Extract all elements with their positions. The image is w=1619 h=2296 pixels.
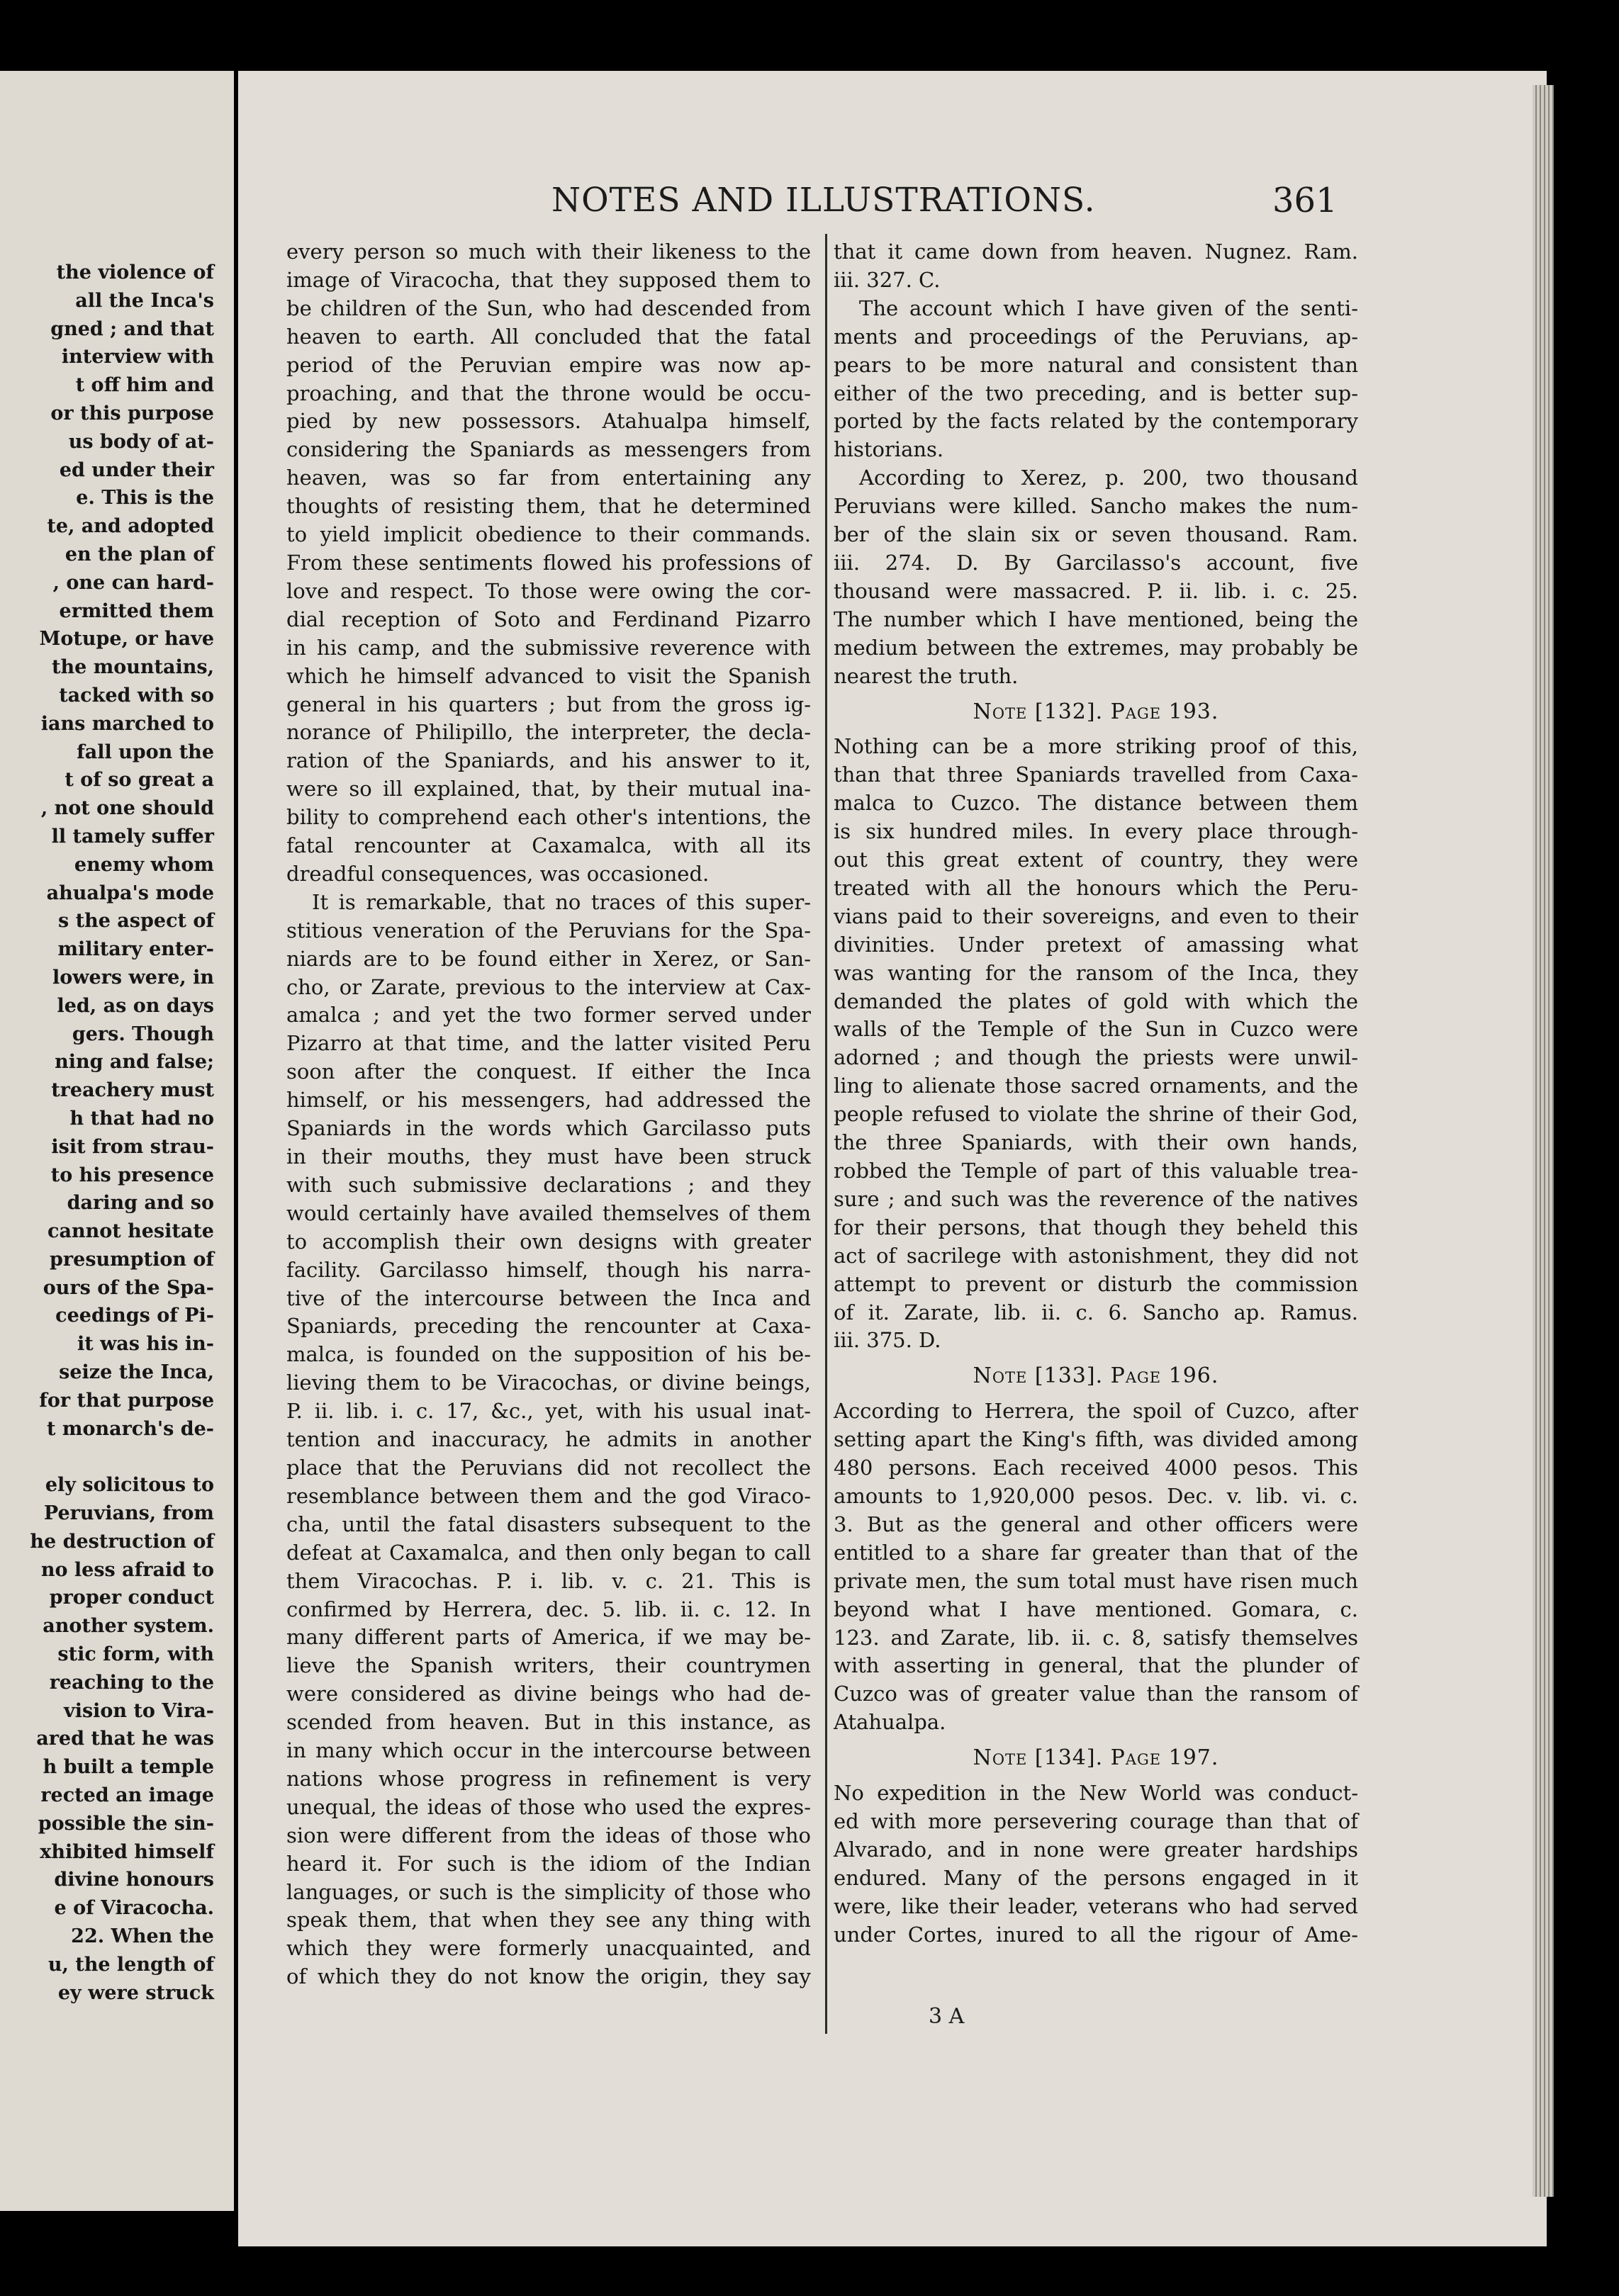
note-heading: Note [134]. Page 197. [973,1745,1219,1771]
text-line: heaven to earth. All concluded that the fatal [286,324,811,349]
text-line: of which they do not know the origin, they say [286,1964,811,1989]
facing-page-line: t off him and [75,374,214,397]
facing-page-line: xhibited himself [40,1840,214,1863]
text-line: Cuzco was of greater value than the ransom of [834,1682,1358,1706]
facing-page-line: he destruction of [30,1530,214,1553]
text-line: facility. Garcilasso himself, though his narra- [286,1257,811,1282]
text-line: adorned ; and though the priests were unwil- [834,1045,1358,1070]
text-line: P. ii. lib. i. c. 17, &c., yet, with his usual inat- [286,1399,811,1424]
text-line: general in his quarters ; but from the gross ig- [286,692,811,716]
text-line: cho, or Zarate, previous to the interview at Cax- [286,974,811,999]
text-line: Pizarro at that time, and the latter visited Peru [286,1031,811,1056]
facing-page-line: ey were struck [57,1981,214,2004]
text-line: robbed the Temple of part of this valuable trea- [834,1159,1358,1183]
facing-page-line: h that had no [69,1107,214,1130]
text-line: norance of Philipillo, the interpreter, the decla- [286,720,811,745]
text-line: pied by new possessors. Atahualpa himself, [286,409,811,434]
text-line: Atahualpa. [834,1710,946,1735]
text-line: fatal rencounter at Caxamalca, with all its [286,833,811,858]
text-line: to accomplish their own designs with greater [286,1229,811,1254]
text-line: under Cortes, inured to all the rigour of Ame- [834,1922,1358,1947]
text-line: ported by the facts related by the contemporary [834,409,1358,434]
facing-page-line: , one can hard- [52,571,214,594]
text-line: considering the Spaniards as messengers from [286,437,811,462]
facing-page-line: for that purpose [39,1389,214,1412]
text-line: From these sentiments flowed his professions of [286,550,811,575]
facing-page-line: possible the sin- [38,1812,214,1835]
text-line: the three Spaniards, with their own hands, [834,1130,1358,1155]
text-line: were, like their leader, veterans who had served [834,1893,1358,1918]
facing-page-line: Motupe, or have [39,628,214,651]
column-divider [825,234,827,2034]
text-line: beyond what I have mentioned. Gomara, c. [834,1597,1358,1621]
facing-page-line: interview with [61,346,214,368]
facing-page-line: ermitted them [59,600,214,622]
facing-page-line: gers. Though [72,1023,214,1045]
text-line: nations whose progress in refinement is very [286,1766,811,1791]
text-line: ration of the Spaniards, and his answer to it, [286,748,811,773]
facing-page-line: ceedings of Pi- [55,1305,214,1327]
facing-page-line: enemy whom [74,853,214,876]
text-line: is six hundred miles. In every place through- [834,819,1358,844]
text-line: The number which I have mentioned, being the [834,607,1358,631]
text-line: 3. But as the general and other officers were [834,1512,1358,1536]
facing-page-line: e. This is the [76,487,214,510]
text-line: ber of the slain six or seven thousand. Ram. [834,522,1358,547]
text-line: was wanting for the ransom of the Inca, they [834,960,1358,985]
text-line: heaven, was so far from entertaining any [286,466,811,490]
text-line: out this great extent of country, they were [834,848,1358,872]
text-line: divinities. Under pretext of amassing what [834,932,1358,957]
text-line: resemblance between them and the god Viraco- [286,1483,811,1508]
facing-page-line: the mountains, [52,656,214,679]
facing-page-line: ely solicitous to [45,1474,214,1497]
text-line: iii. 375. D. [834,1328,941,1353]
facing-page-line: t of so great a [65,769,214,792]
text-line: than that three Spaniards travelled from Caxa- [834,762,1358,787]
text-line: The account which I have given of the senti- [859,296,1358,320]
facing-page-line: lowers were, in [52,966,214,989]
facing-page-line: fall upon the [77,741,214,763]
facing-page-line: , not one should [40,797,214,820]
facing-page-line [0,1443,234,1471]
facing-page-line: ians marched to [40,712,214,735]
text-line: sion were different from the ideas of those who [286,1823,811,1847]
text-line: proaching, and that the throne would be occu- [286,381,811,405]
text-line: himself, or his messengers, had addressed the [286,1088,811,1113]
text-line: sure ; and such was the reverence of the natives [834,1186,1358,1211]
text-line: with asserting in general, that the plunder of [834,1653,1358,1678]
note-heading: Note [132]. Page 193. [973,699,1219,724]
facing-page-line: seize the Inca, [59,1361,214,1384]
text-line: for their persons, that though they beheld this [834,1215,1358,1239]
text-line: scended from heaven. But in this instance, as [286,1710,811,1735]
facing-page-line: us body of at- [68,430,214,453]
facing-page-line: ning and false; [55,1051,214,1074]
facing-page-line: ahualpa's mode [46,882,214,904]
text-line: in his camp, and the submissive reverence with [286,635,811,660]
text-line: act of sacrilege with astonishment, they did not [834,1243,1358,1268]
facing-page-line: isit from strau- [51,1135,214,1158]
text-line: were considered as divine beings who had de- [286,1682,811,1706]
text-line: would certainly have availed themselves of them [286,1200,811,1225]
text-line: of it. Zarate, lib. ii. c. 6. Sancho ap. Ramus. [834,1300,1358,1324]
text-line: tention and inaccuracy, he admits in another [286,1427,811,1452]
column-left [286,238,811,1991]
text-line: stitious veneration of the Peruvians for the Spa- [286,918,811,942]
facing-page-line: military enter- [57,938,214,961]
text-line: vians paid to their sovereigns, and even to their [834,904,1358,928]
text-line: speak them, that when they see any thing with [286,1908,811,1932]
facing-page-line: ared that he was [36,1728,214,1750]
facing-page-line: to his presence [50,1164,214,1186]
text-line: treated with all the honours which the Peru- [834,875,1358,900]
facing-page-line: vision to Vira- [64,1699,214,1722]
text-line: Peruvians were killed. Sancho makes the num- [834,494,1358,519]
text-line: languages, or such is the simplicity of those who [286,1879,811,1904]
facing-page-line: divine honours [54,1869,214,1891]
text-line: cha, until the fatal disasters subsequent to the [286,1512,811,1536]
text-line: amounts to 1,920,000 pesos. Dec. v. lib. vi. c. [834,1483,1358,1508]
facing-page-text [0,259,234,2007]
text-line: many different parts of America, if we may be- [286,1625,811,1650]
text-line: niards are to be found either in Xerez, or San- [286,946,811,971]
page-edges [1533,85,1554,2197]
facing-page-line: te, and adopted [47,515,214,538]
facing-page-line: proper conduct [49,1587,214,1609]
facing-page-line: t monarch's de- [47,1417,214,1440]
text-line: nearest the truth. [834,663,1019,688]
text-line: love and respect. To those were owing the cor- [286,578,811,603]
text-line: 480 persons. Each received 4000 pesos. This [834,1456,1358,1480]
facing-page-line: en the plan of [65,543,214,565]
facing-page-line: gned ; and that [50,317,214,340]
signature-mark: 3 A [929,2004,965,2029]
running-title: NOTES AND ILLUSTRATIONS. [551,181,1096,220]
text-line: ling to alienate those sacred ornaments, and the [834,1074,1358,1098]
text-line: unequal, the ideas of those who used the expres- [286,1794,811,1819]
text-line: endured. Many of the persons engaged in it [834,1865,1358,1890]
text-line: in their mouths, they must have been struck [286,1144,811,1169]
text-line: place that the Peruvians did not recollect the [286,1455,811,1480]
text-line: medium between the extremes, may probably be [834,635,1358,660]
facing-page-line: treachery must [51,1079,214,1102]
text-line: were so ill explained, that, by their mutual ina- [286,777,811,801]
text-line: thousand were massacred. P. ii. lib. i. c. 25. [834,578,1358,603]
text-line: iii. 274. D. By Garcilasso's account, five [834,550,1358,575]
facing-page-line: ed under their [59,458,214,481]
text-line: demanded the plates of gold with which the [834,989,1358,1013]
facing-page-line: or this purpose [50,402,214,424]
text-line: setting apart the King's fifth, was divided among [834,1427,1358,1452]
text-line: 123. and Zarate, lib. ii. c. 8, satisfy themselves [834,1625,1358,1650]
text-line: malca to Cuzco. The distance between them [834,791,1358,816]
text-line: pears to be more natural and consistent than [834,352,1358,377]
text-line: be children of the Sun, who had descended from [286,296,811,320]
text-line: attempt to prevent or disturb the commission [834,1271,1358,1296]
facing-page-line: rected an image [40,1784,214,1807]
note-heading: Note [133]. Page 196. [973,1363,1219,1389]
facing-page-line: led, as on days [57,994,214,1017]
text-line: heard it. For such is the idiom of the Indian [286,1851,811,1876]
facing-page-line: another system. [43,1615,214,1638]
text-line: people refused to violate the shrine of their God, [834,1102,1358,1127]
text-line: It is remarkable, that no traces of this super- [312,889,811,914]
text-line: No expedition in the New World was conduct- [834,1781,1358,1806]
text-line: walls of the Temple of the Sun in Cuzco were [834,1017,1358,1042]
text-line: thoughts of resisting them, that he determined [286,494,811,519]
text-line: in many which occur in the intercourse between [286,1738,811,1763]
text-line: confirmed by Herrera, dec. 5. lib. ii. c. 12. In [286,1597,811,1621]
text-line: which they were formerly unacquainted, and [286,1936,811,1961]
text-line: them Viracochas. P. i. lib. v. c. 21. This is [286,1568,811,1593]
text-line: Alvarado, and in none were greater hardships [834,1837,1358,1862]
text-line: According to Herrera, the spoil of Cuzco, after [834,1399,1358,1424]
facing-page-line: stic form, with [57,1643,214,1666]
text-line: image of Viracocha, that they supposed them to [286,267,811,292]
text-line: private men, the sum total must have risen much [834,1568,1358,1593]
facing-page-line: s the aspect of [58,910,214,933]
text-line: historians. [834,437,944,462]
text-line: Nothing can be a more striking proof of this, [834,734,1358,759]
facing-page [0,71,234,2211]
facing-page-line: 22. When the [71,1925,214,1948]
facing-page-line: Peruvians, from [43,1502,214,1525]
text-line: Spaniards in the words which Garcilasso puts [286,1116,811,1141]
text-line: ments and proceedings of the Peruvians, ap- [834,324,1358,349]
facing-page-line: presumption of [50,1248,214,1271]
facing-page-line: cannot hesitate [47,1220,214,1243]
text-line: ed with more persevering courage than that of [834,1808,1358,1833]
text-line: lieve the Spanish writers, their countrymen [286,1653,811,1678]
facing-page-line: ll tamely suffer [51,825,214,848]
text-line: lieving them to be Viracochas, or divine beings, [286,1371,811,1395]
text-line: entitled to a share far greater than that of the [834,1540,1358,1565]
text-line: dial reception of Soto and Ferdinand Pizarro [286,607,811,631]
facing-page-line: it was his in- [77,1333,214,1356]
text-line: Spaniards, preceding the rencounter at Caxa- [286,1314,811,1339]
text-line: malca, is founded on the supposition of his be- [286,1342,811,1367]
text-line: either of the two preceding, and is better sup- [834,381,1358,405]
text-line: defeat at Caxamalca, and then only began to call [286,1540,811,1565]
facing-page-line: h built a temple [43,1756,214,1779]
facing-page-line: ours of the Spa- [43,1276,214,1299]
facing-page-line: all the Inca's [75,289,214,312]
facing-page-line: the violence of [56,261,214,283]
text-line: that it came down from heaven. Nugnez. Ram. [834,240,1358,264]
facing-page-line: no less afraid to [40,1558,214,1581]
text-line: which he himself advanced to visit the Spanish [286,663,811,688]
text-line: According to Xerez, p. 200, two thousand [859,466,1358,490]
text-line: bility to comprehend each other's intentions, the [286,805,811,830]
text-line: with such submissive declarations ; and they [286,1172,811,1197]
text-line: tive of the intercourse between the Inca and [286,1285,811,1310]
column-right [834,238,1358,1949]
text-line: soon after the conquest. If either the Inca [286,1059,811,1084]
text-line: dreadful consequences, was occasioned. [286,861,710,886]
text-line: period of the Peruvian empire was now ap- [286,352,811,377]
text-line: every person so much with their likeness to the [286,240,811,264]
text-line: iii. 327. C. [834,267,941,292]
page-number: 361 [1272,181,1338,220]
facing-page-line: u, the length of [47,1953,214,1976]
text-line: amalca ; and yet the two former served under [286,1003,811,1028]
facing-page-line: reaching to the [49,1671,214,1694]
facing-page-line: tacked with so [59,684,214,707]
facing-page-line: daring and so [67,1192,214,1215]
facing-page-line: e of Viracocha. [54,1897,214,1920]
text-line: to yield implicit obedience to their commands. [286,522,811,547]
